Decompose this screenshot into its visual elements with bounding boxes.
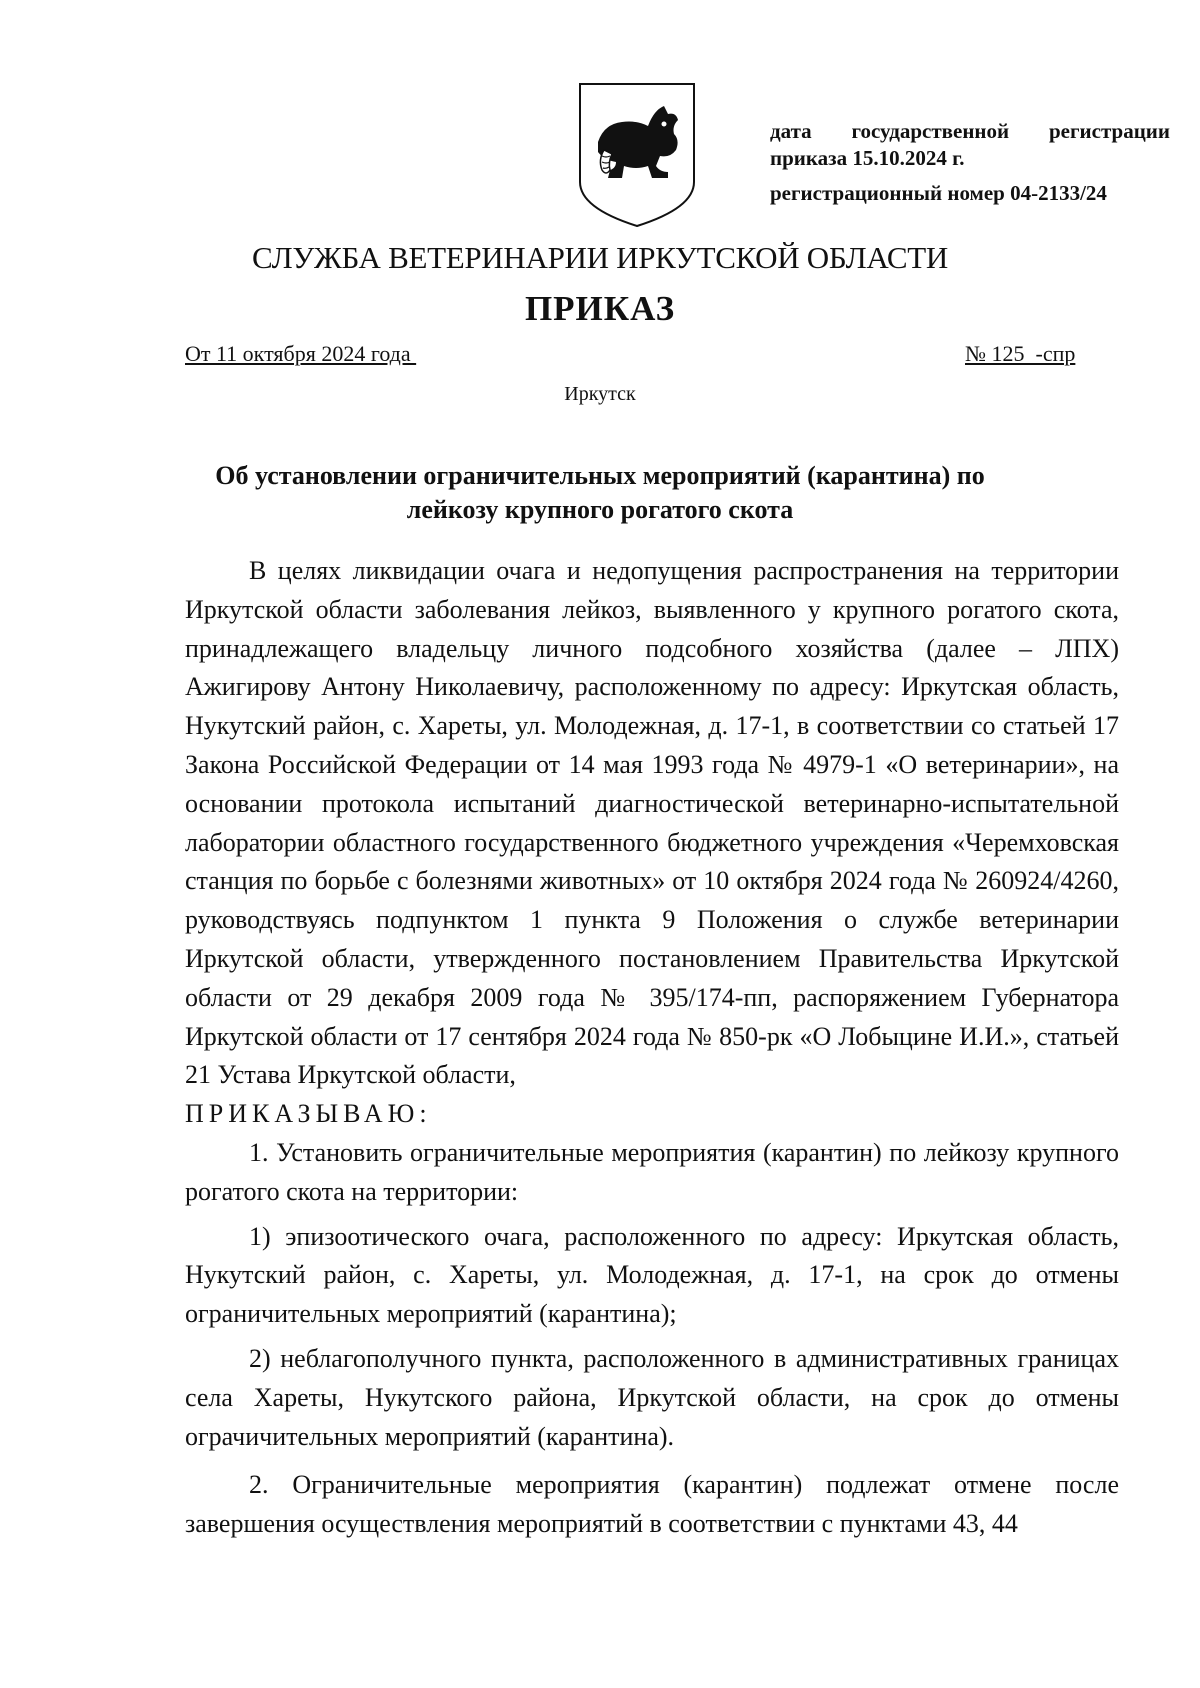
item-paragraph: 1) эпизоотического очага, расположенного по адресу: Иркутская область, Нукутский район, с. Хареты, ул. Молодежная, д. 17-1, на срок до отмены ограничительных мероприятий (карантина);	[185, 1221, 1119, 1329]
coat-of-arms-emblem	[576, 80, 698, 230]
order-word: ПРИКАЗЫВАЮ:	[185, 1099, 432, 1129]
registration-stamp	[770, 118, 1170, 207]
registration-number: регистрационный номер 04-2133/24	[770, 181, 1107, 205]
preamble-paragraph: В целях ликвидации очага и недопущения распространения на территории Иркутской области заболевания лейкоз, выявленного у крупного рогатого скота, принадлежащего владельцу личного подсобного хозяйства (далее – ЛПХ) Ажигирову Антону Николаевичу, расположенному по адресу: Иркутская область, Нукутский район, с. Хареты, ул. Молодежная, д. 17-1, в соответствии со статьей 17 Закона Российской Федерации от 14 мая 1993 года № 4979-1 «О ветеринарии», на основании протокола испытаний диагностической ветеринарно-испытательной лаборатории областного государственного бюджетного учреждения «Черемховская станция по борьбе с болезнями животных» от 10 октября 2024 года № 260924/4260, руководствуясь подпунктом 1 пункта 9 Положения о службе ветеринарии Иркутской области, утвержденного постановлением Правительства Иркутской области от 29 декабря 2009 года № 395/174-пп, распоряжением Губернатора Иркутской области от 17 сентября 2024 года № 850-рк «О Лобыцине И.И.», статьей 21 Устава Иркутской области,	[185, 556, 1119, 1090]
order-date: От 11 октября 2024 года	[185, 341, 417, 366]
document-body	[185, 552, 1119, 1544]
title-line-2: лейкозу крупного рогатого скота	[406, 495, 794, 524]
document-title	[200, 459, 1000, 527]
item-paragraph: 2) неблагополучного пункта, расположенного в административных границах села Хареты, Нукутского района, Иркутской области, на срок до отмены ограчичительных мероприятий (карантина).	[185, 1343, 1119, 1451]
item-paragraph: 1. Установить ограничительные мероприятия (карантин) по лейкозу крупного рогатого скота на территории:	[185, 1137, 1119, 1206]
agency-name: СЛУЖБА ВЕТЕРИНАРИИ ИРКУТСКОЙ ОБЛАСТИ	[252, 240, 948, 275]
registration-line-2: приказа 15.10.2024 г.	[770, 146, 965, 170]
item-paragraph: 2. Ограничительные мероприятия (карантин) подлежат отмене после завершения осуществления мероприятий в соответствии с пунктами 43, 44	[185, 1470, 1119, 1539]
title-line-1: Об установлении ограничительных мероприятий (карантина) по	[215, 461, 985, 490]
city: Иркутск	[564, 383, 636, 405]
order-number: № 125 -спр	[965, 341, 1076, 366]
document-type: ПРИКАЗ	[524, 289, 676, 328]
registration-line-1: дата государственной регистрации	[770, 119, 1170, 143]
coat-of-arms-icon	[576, 80, 698, 230]
